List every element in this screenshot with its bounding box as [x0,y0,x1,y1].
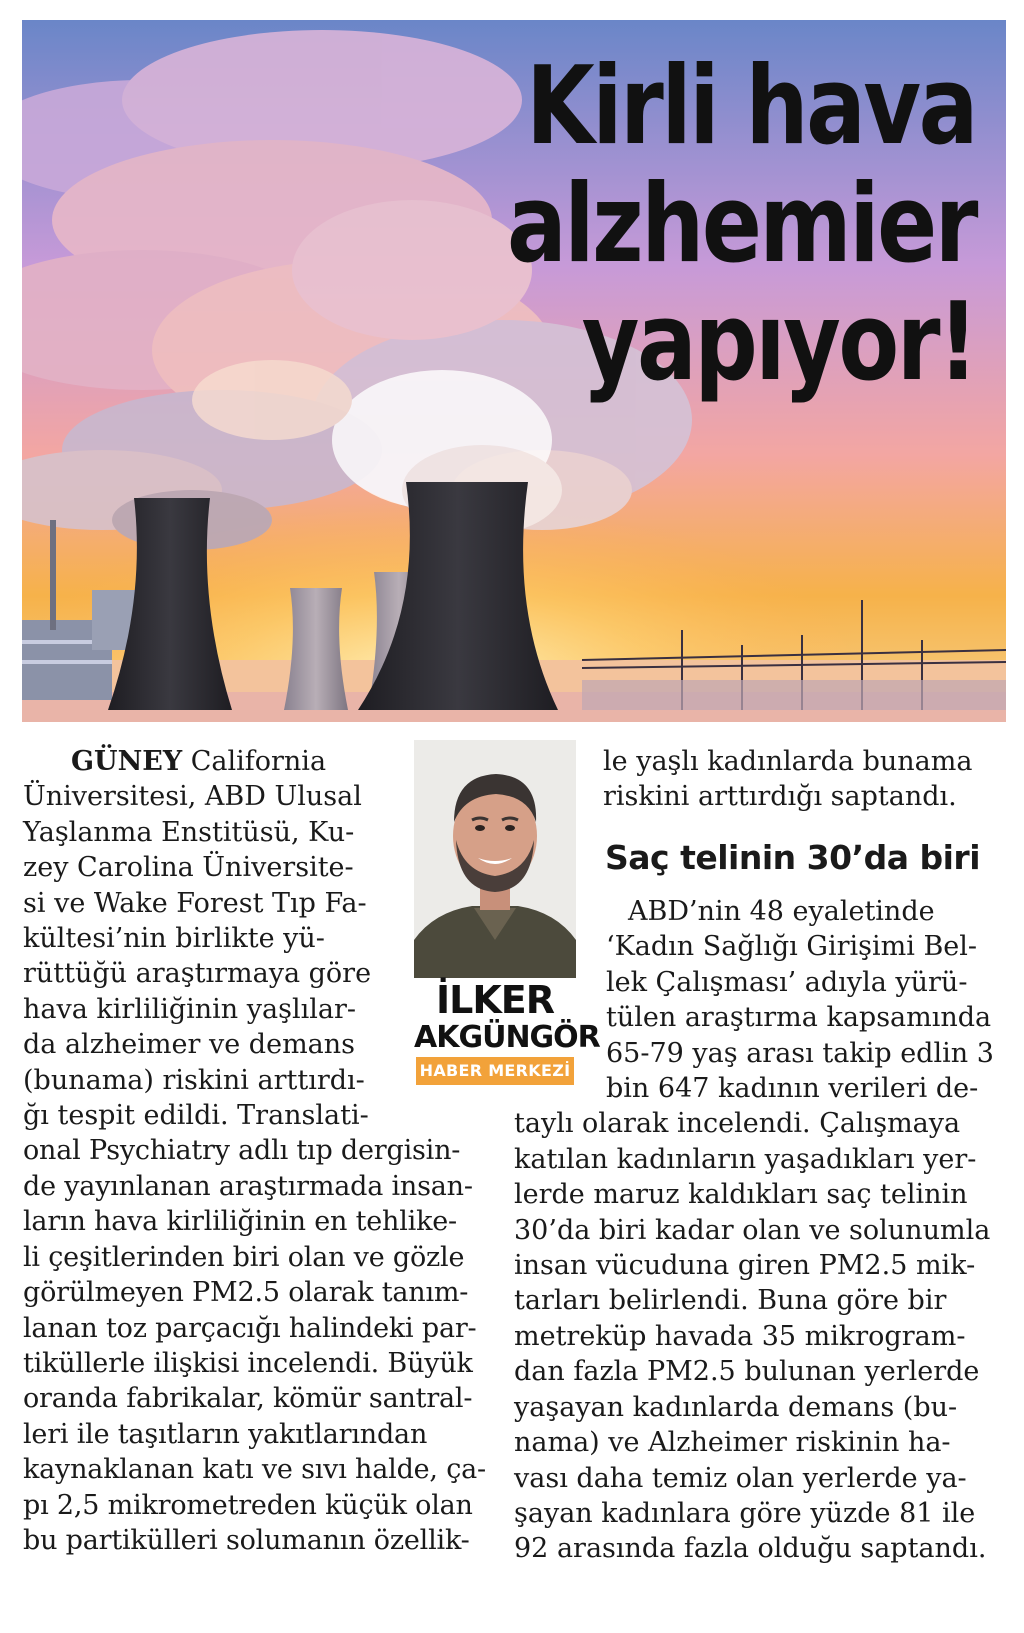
text-line: katılan kadınların yaşadıkları yer- [514,1143,977,1175]
text-line: rüttüğü araştırmaya göre [23,958,372,990]
text-line: si ve Wake Forest Tıp Fa- [23,887,367,919]
text-line: taylı olarak incelendi. Çalışmaya [514,1108,961,1140]
lead-word: GÜNEY [71,746,183,777]
text-line: leri ile taşıtların yakıtlarından [23,1418,428,1450]
text-line: ABD’nin 48 eyaletinde [628,896,935,927]
text-line: 92 arasında fazla olduğu saptandı. [514,1533,987,1565]
text-line: metreküp havada 35 mikrogram- [514,1320,966,1352]
text-line: ların hava kirliliğinin en tehlike- [23,1206,457,1238]
text-line: vası daha temiz olan yerlerde ya- [514,1462,967,1494]
text-line: kaynaklanan katı ve sıvı halde, ça- [23,1454,486,1486]
headline [404,44,976,405]
text-line: ‘Kadın Sağlığı Girişimi Bel- [606,931,978,963]
text-line: tiküllerle ilişkisi incelendi. Büyük [23,1347,473,1379]
article-column-2 [603,744,972,815]
headline-line-3: yapıyor! [581,280,976,405]
text-line: 65-79 yaş arası takip edlin 3 [606,1037,994,1069]
text-line: kültesi’nin birlikte yü- [23,923,325,955]
text-line: lanan toz parçacığı halindeki par- [23,1312,477,1344]
text-line: le yaşlı kadınlarda bunama [603,746,973,777]
text-line: nama) ve Alzheimer riskinin ha- [514,1427,951,1459]
text-line: şayan kadınlara göre yüzde 81 ile [514,1497,976,1529]
text-line: tülen araştırma kapsamında [606,1002,992,1034]
author-department-badge: HABER MERKEZİ [416,1057,574,1085]
text-line: da alzheimer ve demans [23,1029,356,1061]
text-line: insan vücuduna giren PM2.5 mik- [514,1250,976,1282]
headline-line-1: Kirli hava [526,44,976,169]
text-line: zey Carolina Üniversite- [23,852,354,884]
text-line: dan fazla PM2.5 bulunan yerlerde [514,1356,980,1388]
author-first-name: İLKER [435,978,555,1022]
hero-image [22,20,1006,722]
text-line: lerde maruz kaldıkları saç telinin [514,1179,968,1211]
text-line: bu partikülleri solumanın özellik- [23,1524,470,1556]
text-line: Üniversitesi, ABD Ulusal [23,781,362,813]
text-line: pı 2,5 mikrometreden küçük olan [23,1489,473,1521]
subheading: Saç telinin 30’da biri [605,838,981,877]
text-line: ğı tespit edildi. Translati- [23,1100,369,1132]
headline-line-2: alzhemier [506,162,976,287]
text-line: görülmeyen PM2.5 olarak tanım- [23,1277,469,1309]
article-column-3 [514,894,994,1567]
text-line: Yaşlanma Enstitüsü, Ku- [23,816,355,848]
text-line: bin 647 kadının verileri de- [606,1073,979,1105]
text-line: tarları belirlendi. Buna göre bir [514,1285,947,1317]
text-line: onal Psychiatry adlı tıp dergisin- [23,1135,461,1167]
text-line: 30’da biri kadar olan ve solunumla [514,1214,991,1246]
text-line: li çeşitlerinden biri olan ve gözle [23,1241,465,1273]
text-line: riskini arttırdığı saptandı. [603,781,957,813]
text-line: hava kirliliğinin yaşlılar- [23,993,357,1025]
text-line: oranda fabrikalar, kömür santral- [23,1383,473,1415]
text-line: lek Çalışması’ adıyla yürü- [606,966,968,998]
text-line: yaşayan kadınlarda demans (bu- [514,1391,958,1423]
text-line: (bunama) riskini arttırdı- [23,1064,365,1096]
text-line: de yayınlanan araştırmada insan- [23,1170,473,1202]
author-last-name: AKGÜNGÖR [414,1020,600,1055]
text-line: California [190,746,327,777]
